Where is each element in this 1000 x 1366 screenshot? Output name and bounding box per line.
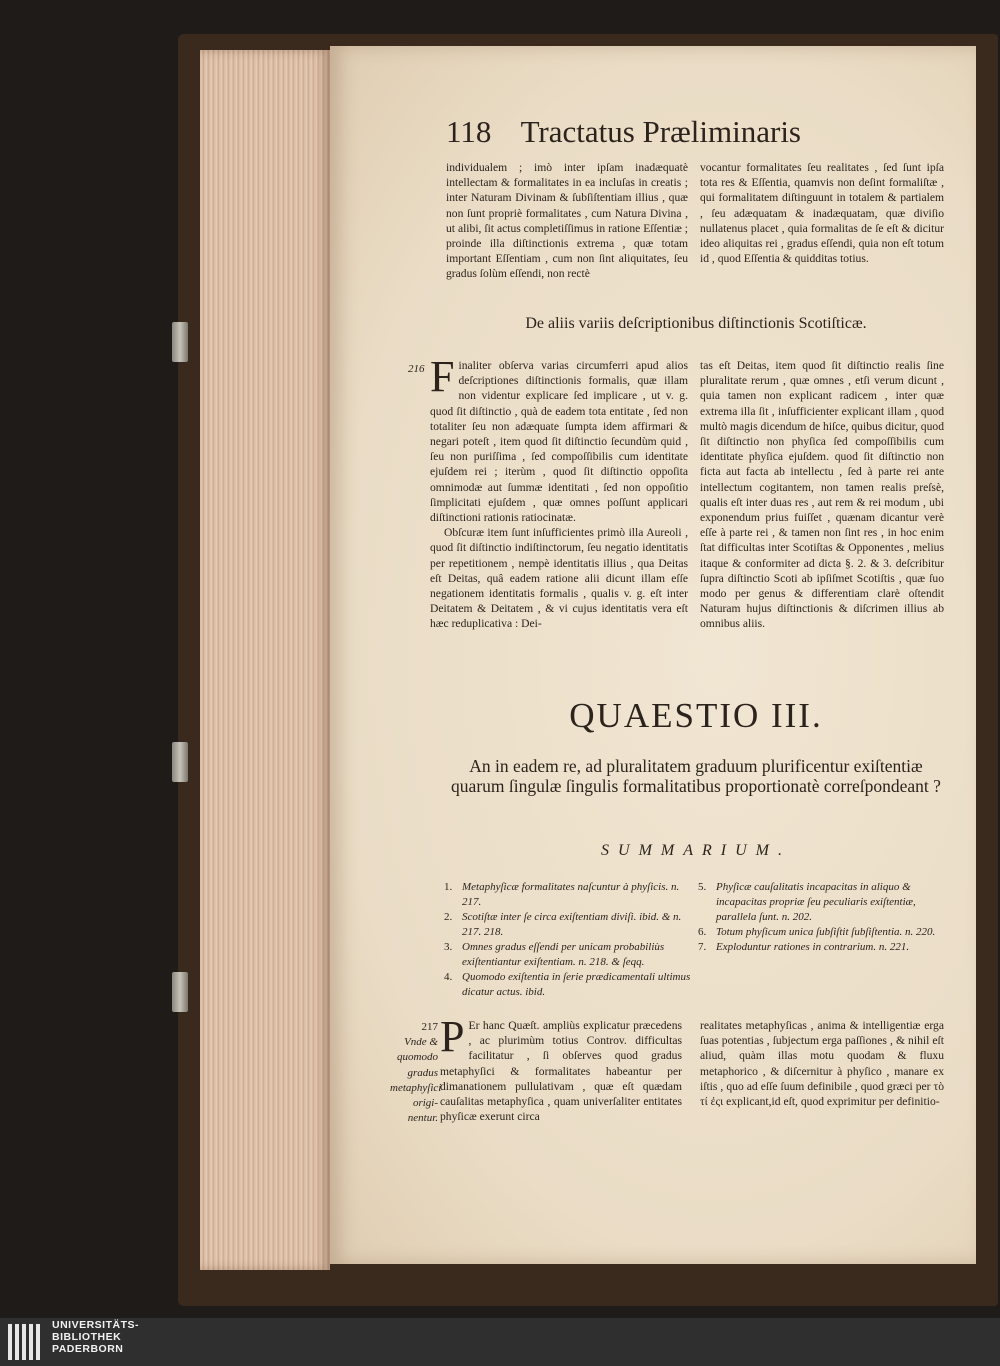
summary-item (698, 880, 948, 925)
summary-number: 1. (444, 881, 453, 893)
paragraph-text: Er hanc Quæſt. ampliùs explicatur præcedens , ac plurimùm totius Controv. difficultas facilitatur , ſi obſerves quod gradus metaphyſici & formalitates habeantur per dimanationem pullulativam , quæ eſt quædam cauſalitas metaphyſica , quam univerſaliter entitates phyſicæ exerunt circa (440, 1019, 682, 1124)
paragraph: individualem ; imò inter ipſam inadæquatè intellectam & formalitates in ea incluſas in creatis ; inter Naturam Divinam & ſubſiſtentiam illius , quæ non ſunt propriè formalitates , cum Natura Divina , ut alibi, ſit actus completiſſimus in ratione Eſſentiæ ; proinde illa diſtinctionis extrema , quæ totam important Eſſentiam , cum non ſint aliquitates, ſeu gradus ſolùm eſſendi, non rectè (446, 161, 688, 281)
running-title: Tractatus Præliminaris (520, 114, 802, 149)
paragraph-text: inaliter obſerva varias circumferri apud alios deſcriptiones diſtinctionis formalis, quæ illam non videntur explicare ſed implicare , ut v. g. quod ſit diſtinctio , quà de eadem tota entitate , ſed non totaliter ſeu non adæquate ſumpta idem affirmari & negari poteſt , item quod ſit diſtinctio ſecundùm quid , ſeu non puriſſima , ſed compoſſibilis cum identitate ejuſdem rei ; iterùm , quod ſit diſtinctio oppoſita omnimodæ aut ſummæ identitati , ſed non oppoſitio ſimplicitati ejuſdem , quæ omnes poſſunt applicari diſtinctioni rationis ratiocinatæ. (430, 359, 688, 525)
summary-item (444, 940, 694, 970)
paragraph: Obſcuræ item ſunt inſufficientes primò illa Aureoli , quod ſit diſtinctio indiſtinctorum, ſeu negatio identitatis per repetitionem , nempè identitatis illius , qua Deitas eſt Deitas, quâ eadem ratione alii dicunt illam eſſe negationem identitatis formalis , qualis v. g. eſt inter Deitatem & Deitatem , & vi cujus identitatis vera eſt hæc reduplicativa : Dei- (430, 526, 688, 631)
paragraph: vocantur formalitates ſeu realitates , ſed ſunt ipſa tota res & Eſſentia, quamvis non deſint formaliſtæ , qui formalitatem diſtinguunt in totalem & partialem , ſeu adæquatam & inadæquatam, quæ diviſio nullatenus placet , quia formalitas de ſe eſt & dicitur ideo aliquitas rei , gradus eſſendi, quia non eſt totum id , quod Eſſentia & quidditas totius. (700, 161, 944, 266)
drop-cap: P (440, 1012, 465, 1061)
text-column-right (700, 358, 944, 632)
library-name-line: BIBLIOTHEK (52, 1331, 122, 1343)
paragraph-number: 217 (421, 1021, 438, 1033)
text-column-left (430, 352, 688, 632)
summary-item (444, 880, 694, 910)
summary-number: 2. (444, 911, 453, 923)
summary-number: 7. (698, 941, 707, 953)
summarium-heading: SUMMARIUM. (601, 842, 791, 859)
quaestio-question: An in eadem re, ad pluralitatem graduum plurificentur exiſtentiæ quarum ſingulæ ſingulis formalitatibus proportionatè correſpondeant ? (451, 756, 941, 796)
summary-number: 5. (698, 881, 707, 893)
summary-number: 3. (444, 941, 453, 953)
summary-text: Phyſicæ cauſalitatis incapacitas in aliquo & incapacitas propriæ ſeu peculiaris exiſtentiæ, parallela ſunt. n. 202. (716, 881, 916, 923)
summary-number: 6. (698, 926, 707, 938)
paragraph (440, 1012, 682, 1124)
summary-item (444, 970, 694, 1000)
summary-item (698, 925, 948, 940)
library-logo-icon (6, 1320, 46, 1364)
margin-note-text: Vnde & quomodo gradus metaphyſici origi- nentur. (390, 1036, 442, 1125)
book-clasp (172, 742, 188, 782)
paragraph: tas eſt Deitas, item quod ſit diſtinctio realis ſine pluralitate rerum , quæ omnes , etſi verum dicunt , quia tamen non explicant radicem , inter quæ extrema illa ſit , inſufficienter explicant illam , quod multò magis dicendum de hiſce, quibus dicitur, quod ſit diſtinctio non phyſica ſed compoſſibilis cum identitate phyſica ejuſdem. quod ſit diſtinctio non ficta aut facta ab intellectu , ſed à parte rei ante intellectum cogitantem, non tamen realis preſsè, qualis eſt inter duas res , aut rem & rei modum , ubi exponendum prius fuiſſet , quænam dicantur verè eſſe à parte rei , & tamen non ſint res , in hoc enim ſtat difficultas inter Scotiſtas & Opponentes , melius itaque & conformiter ad dicta §. 2. & 3. deſcribitur ſupra diſtinctio Scoti ab ipſiſmet Scotiſtis , quæ ſuo modo per genus & differentiam clarè oſtendit Naturam hujus diſtinctionis & diſcrimen illius ab omnibus aliis. (700, 359, 944, 631)
library-name-line: UNIVERSITÄTS- (52, 1319, 140, 1331)
summary-number: 4. (444, 971, 453, 983)
summary-text: Omnes gradus eſſendi per unicam probabiliùs exiſtentiantur exiſtentiam. n. 218. & ſeqq. (462, 941, 665, 968)
book-clasp (172, 322, 188, 362)
paragraph: realitates metaphyſicas , anima & intelligentiæ erga ſuas potentias , ſubjectum erga paſſiones , & nihil eſt aliud, quàm illas motu quodam & fluxu metaphorico , & diſcernitur à phyſico , manare ex iſtis , quo ad eſſe ſuum definibile , quod græci per τὸ τί ἐςι explicant,id eſt, quod exprimitur per definitio- (700, 1019, 944, 1109)
drop-cap: F (430, 352, 455, 401)
summary-item (698, 940, 948, 955)
summary-text: Quomodo exiſtentia in ſerie prædicamentali ultimus dicatur actus. ibid. (462, 971, 691, 998)
page-edges (200, 50, 330, 1270)
summary-text: Totum phyſicum unica ſubſiſtit ſubſiſtentia. n. 220. (716, 926, 936, 938)
library-name-line: PADERBORN (52, 1343, 124, 1355)
summary-list-right (698, 880, 948, 955)
summary-item (444, 910, 694, 940)
text-column-right (700, 1018, 944, 1109)
text-column-left (440, 1012, 682, 1124)
paragraph-number: 216 (408, 363, 425, 375)
text-column-left (446, 160, 688, 282)
summary-text: Metaphyſicæ formalitates naſcuntur à phyſicis. n. 217. (462, 881, 680, 908)
paragraph (430, 352, 688, 525)
section-heading: De aliis variis deſcriptionibus diſtinctionis Scotiſticæ. (525, 315, 867, 332)
book-clasp (172, 972, 188, 1012)
summary-list-left (444, 880, 694, 1000)
library-name (52, 1319, 139, 1355)
page-number: 118 (446, 114, 492, 149)
footer-bar (0, 1318, 1000, 1366)
margin-note (390, 1020, 442, 1126)
quaestio-title: QUAESTIO III. (569, 696, 823, 735)
summary-text: Scotiſtæ inter ſe circa exiſtentiam diviſi. ibid. & n. 217. 218. (462, 911, 682, 938)
text-column-right (700, 160, 944, 266)
summary-text: Exploduntur rationes in contrarium. n. 221. (716, 941, 910, 953)
running-head (446, 114, 966, 154)
